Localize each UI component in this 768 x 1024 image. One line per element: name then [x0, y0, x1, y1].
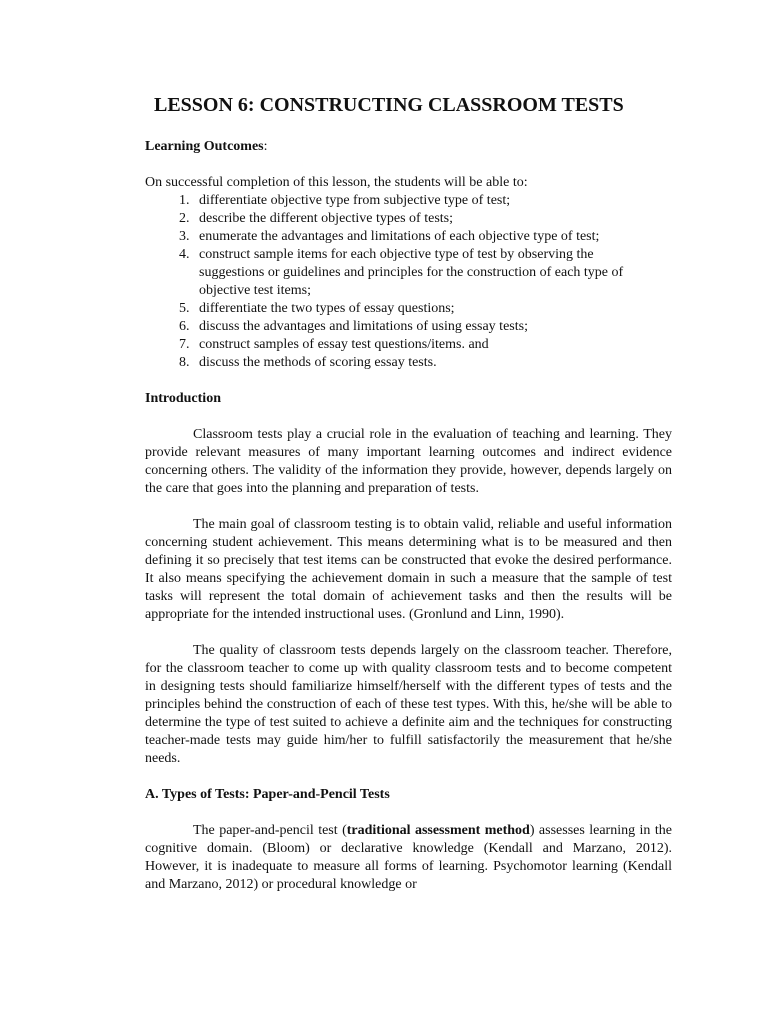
section-a-paragraph-rest: ) assesses learning in the cognitive domain. (Bloom) or declarative knowledge (Kendall and Marzano, 2012). However, it is inadequate to measure all forms of learning. Psychomotor learning (Kendall and Marzano, 2012) or procedural knowledge or: [145, 823, 672, 892]
list-item-number: 1.: [179, 193, 190, 208]
learning-outcomes-list: [145, 192, 672, 372]
page-content: [145, 92, 672, 894]
list-item: [145, 354, 672, 372]
list-item-text: enumerate the advantages and limitations of each objective type of test;: [199, 229, 600, 244]
learning-outcomes-colon: :: [263, 139, 268, 154]
list-item: [145, 228, 672, 246]
list-item-number: 4.: [179, 247, 190, 262]
section-a-bold-term: traditional assessment method: [346, 823, 530, 838]
introduction-paragraph-1: Classroom tests play a crucial role in the evaluation of teaching and learning. They provide relevant measures of many important learning outcomes and indirect evidence concerning others. The validity of the information they provide, however, depends largely on the care that goes into the planning and preparation of tests.: [145, 427, 672, 496]
list-item-text: differentiate objective type from subjective type of test;: [199, 193, 511, 208]
list-item-text: construct samples of essay test questions/items. and: [199, 337, 489, 352]
list-item-number: 8.: [179, 355, 190, 370]
list-item-number: 5.: [179, 301, 190, 316]
list-item: [145, 300, 672, 318]
list-item: [145, 192, 672, 210]
list-item-number: 2.: [179, 211, 190, 226]
list-item-text: differentiate the two types of essay questions;: [199, 301, 455, 316]
learning-outcomes-heading: [145, 138, 672, 156]
list-item-number: 7.: [179, 337, 190, 352]
introduction-paragraph-3: The quality of classroom tests depends largely on the classroom teacher. Therefore, for the classroom teacher to come up with quality classroom tests and to become competent in designing tests should familiarize himself/herself with the different types of tests and the principles behind the construction of each of these test types. With this, he/she will be able to determine the type of test suited to achieve a definite aim and the techniques for constructing teacher-made tests may guide him/her to fulfill satisfactorily the measurement that he/she needs.: [145, 643, 672, 766]
list-item-text: describe the different objective types of tests;: [199, 211, 453, 226]
introduction-paragraph-2: The main goal of classroom testing is to obtain valid, reliable and useful information concerning student achievement. This means determining what is to be measured and then defining it so precisely that test items can be constructed that evoke the desired performance. It also means specifying the achievement domain in such a measure that the sample of test tasks will represent the total domain of achievement tasks and then the results will be appropriate for the intended instructional uses. (Gronlund and Linn, 1990).: [145, 517, 672, 622]
list-item-text: discuss the advantages and limitations of using essay tests;: [199, 319, 528, 334]
learning-outcomes-heading-text: Learning Outcomes: [145, 139, 264, 154]
section-a-heading: A. Types of Tests: Paper-and-Pencil Tests: [145, 787, 390, 802]
section-a-paragraph: [145, 822, 672, 894]
list-item-number: 3.: [179, 229, 190, 244]
list-item: [145, 210, 672, 228]
list-item-text: discuss the methods of scoring essay tests.: [199, 355, 437, 370]
introduction-heading: Introduction: [145, 391, 221, 406]
list-item: [145, 336, 672, 354]
list-item: [145, 246, 672, 300]
section-a-paragraph-start: The paper-and-pencil test (: [193, 823, 347, 838]
list-item-text: construct sample items for each objective type of test by observing the suggestions or guidelines and principles for the construction of each type of objective test items;: [199, 247, 624, 298]
list-item-number: 6.: [179, 319, 190, 334]
learning-outcomes-intro: On successful completion of this lesson, the students will be able to:: [145, 175, 528, 190]
list-item: [145, 318, 672, 336]
lesson-title: LESSON 6: CONSTRUCTING CLASSROOM TESTS: [154, 94, 624, 116]
